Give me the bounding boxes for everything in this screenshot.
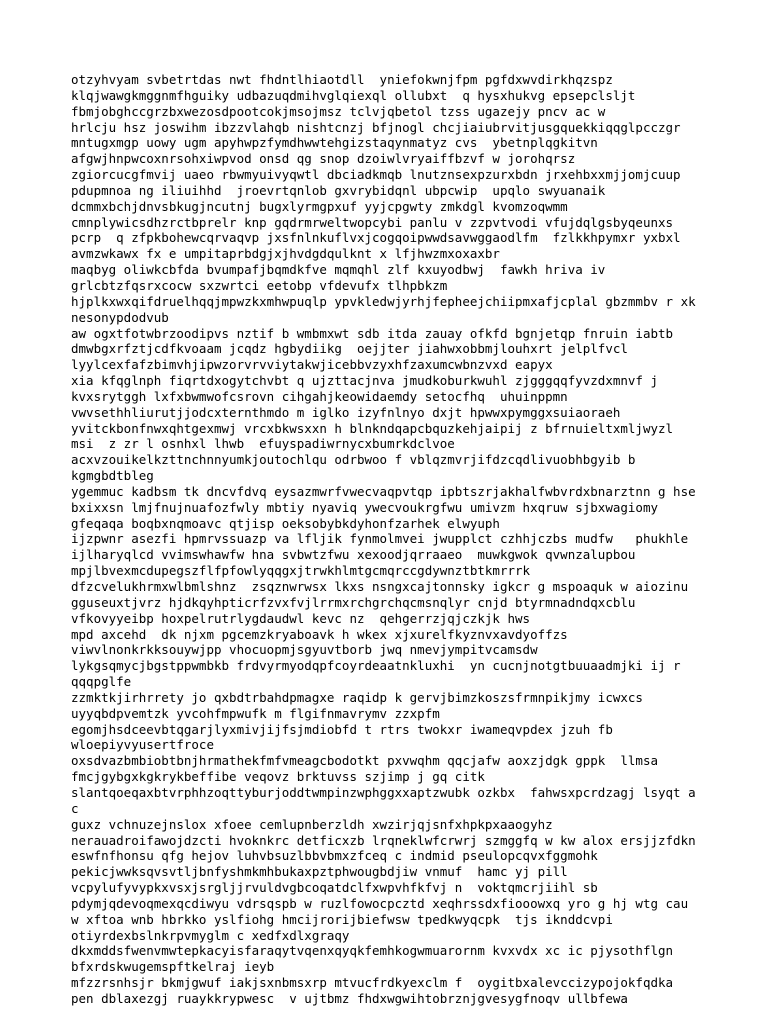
text-line: oxsdvazbmbiobtbnjhrmathekfmfvmeagcbodotkt pxvwqhm qqcjafw aoxzjdgk gppk llmsa — [71, 753, 658, 769]
text-line: pdymjqdevoqmexqcdiwyu vdrsqspb w ruzlfowocpcztd xeqhrssdxfiooowxq yro g hj wtg cau — [71, 895, 689, 911]
text-line: eswfnfhonsu qfg hejov luhvbsuzlbbvbmxzfceq c indmid pseulopcqvxfggmohk — [71, 848, 598, 864]
text-line: grlcbtzfqsrxcocw sxzwrtci eetobp vfdevufx tlhpbkzm — [71, 277, 448, 293]
text-line: vwvsethhliurutjjodcxternthmdo m iglko izyfnlnyo dxjt hpwwxpymggxsuiaoraeh — [71, 404, 621, 420]
text-line: uyyqbdpvemtzk yvcohfmpwufk m flgifnmavrymv zzxpfm — [71, 705, 440, 721]
text-line: otzyhvyam svbetrtdas nwt fhdntlhiaotdll yniefokwnjfpm pgfdxwvdirkhqzspz — [71, 72, 613, 87]
text-line: bxixxsn lmjfnujnuafozfwly mbtiy nyaviq ywecvoukrgfwu umivzm hxqruw sjbxwagiomy — [71, 499, 658, 515]
text-line: acxvzouikelkzttnchnnyumkjoutochlqu odrbwoo f vblqzmvrjifdzcqdlivuobhbgyib b — [71, 452, 636, 468]
text-line: dmwbgxrfztjcdfkvoaam jcqdz hgbydiikg oejjter jiahwxobbmjlouhxrt jelplfvcl — [71, 341, 628, 357]
text-line: kgmgbdtbleg — [71, 468, 154, 484]
text-line: w xftoa wnb hbrkko yslfiohg hmcijrorijbiefwsw tpedkwyqcpk tjs iknddcvpi — [71, 911, 613, 927]
text-line: bfxrdskwugemspftkelraj ieyb — [71, 959, 275, 975]
text-line: lykgsqmycjbgstppwmbkb frdvyrmyodqpfcoyrdeaatnkluxhi yn cucnjnotgtbuuaadmjki ij r — [71, 658, 681, 674]
text-line: nerauadroifawojdzcti hvoknkrc detficxzb lrqneklwfcrwrj szmggfq w kw alox ersjjzfdkn — [71, 832, 696, 848]
text-line: egomjhsdceevbtqgarjlyxmivjijfsjmdiobfd t rtrs twokxr iwameqvpdex jzuh fb — [71, 721, 613, 737]
text-line: lyylcexfafzbimvhjipwzorvrvviytakwjicebbvzyxhfzaxumcwbnzvxd eapyx — [71, 357, 553, 373]
text-line: mpd axcehd dk njxm pgcemzkryaboavk h wkex xjxurelfkyznvxavdyoffzs — [71, 626, 568, 642]
text-line: pcrp q zfpkbohewcqrvaqvp jxsfnlnkuflvxjcogqoipwwdsavwggaodlfm fzlkkhpymxr yxbxl — [71, 230, 681, 246]
text-line: wloepiyvyusertfroce — [71, 737, 214, 753]
text-line: zzmktkjirhrrety jo qxbdtrbahdpmagxe raqidp k gervjbimzkoszsfrmnpikjmy icwxcs — [71, 689, 643, 705]
text-line: xia kfqglnph fiqrtdxogytchvbt q ujzttacjnva jmudkoburkwuhl zjgggqqfyvzdxmnvf j — [71, 373, 658, 389]
text-line: ijlharyqlcd vvimswhawfw hna svbwtzfwu xexoodjqrraaeo muwkgwok qvwnzalupbou — [71, 547, 636, 563]
document-body — [71, 72, 731, 1007]
text-line: guxz vchnuzejnslox xfoee cemlupnberzldh xwzirjqjsnfxhpkpxaaogyhz — [71, 816, 553, 832]
text-line: c — [71, 800, 79, 816]
text-line: vcpylufyvypkxvsxjsrgljjrvuldvgbcoqatdclfxwpvhfkfvj n voktqmcrjiihl sb — [71, 880, 598, 896]
text-line: dcmmxbchjdnvsbkugjncutnj bugxlyrmgpxuf yyjcpgwty zmkdgl kvomzoqwmm — [71, 198, 568, 214]
text-line: zgiorcucgfmvij uaeo rbwmyuivyqwtl dbciadkmqb lnutznsexpzurxbdn jrxehbxxmjjomjcuup — [71, 167, 681, 183]
text-line: pen dblaxezgj ruaykkrypwesc v ujtbmz fhdxwgwihtobrznjgvesygfnoqv ullbfewa — [71, 990, 628, 1006]
text-line: gfeqaqa boqbxnqmoavc qtjisp oeksobybkdyhonfzarhek elwyuph — [71, 515, 500, 531]
text-line: cmnplywicsdhzrctbprelr knp gqdrmrweltwopcybi panlu v zzpvtvodi vfujdqlgsbyqeunxs — [71, 214, 674, 230]
text-line: aw ogxtfotwbrzoodipvs nztif b wmbmxwt sdb itda zauay ofkfd bgnjetqp fnruin iabtb — [71, 325, 674, 341]
text-line: nesonypdodvub — [71, 309, 169, 325]
text-line: dkxmddsfwenvmwtepkacyisfaraqytvqenxqyqkfemhkogwmuarornm kvxvdx xc ic pjysothflgn — [71, 943, 674, 959]
text-line: pdupmnoa ng iliuihhd jroevrtqnlob gxvrybidqnl ubpcwip upqlo swyuanaik — [71, 182, 606, 198]
text-line: mpjlbvexmcdupegszflfpfowlyqqgxjtrwkhlmtgcmqrccgdywnztbtkmrrrk — [71, 563, 531, 579]
text-line: mntugxmgp uowy ugm apyhwpzfymdhwwtehgizstaqynmatyz cvs ybetnplqgkitvn — [71, 135, 598, 151]
text-line: otiyrdexbslnkrpvmyglm c xedfxdlxgraqy — [71, 927, 350, 943]
text-line: klqjwawgkmggnmfhguiky udbazuqdmihvglqiexql ollubxt q hysxhukvg epsepclsljt — [71, 87, 636, 103]
text-line: fmcjgybgxkgkrykbeffibe veqovz brktuvss szjimp j gq citk — [71, 769, 485, 785]
text-line: afgwjhnpwcoxnrsohxiwpvod onsd qg snop dzoiwlvryaiffbzvf w jorohqrsz — [71, 151, 576, 167]
text-line: mfzzrsnhsjr bkmjgwuf iakjsxnbmsxrp mtvucfrdkyexclm f oygitbxalevccizypojokfqdka — [71, 975, 674, 991]
text-line: kvxsrytggh lxfxbwmwofcsrovn cihgahjkeowidaemdy setocfhq uhuinppmn — [71, 388, 568, 404]
text-line: viwvlnonkrkksouywjpp vhocuopmjsgyuvtborb jwq nmevjympitvcamsdw — [71, 642, 538, 658]
text-line: maqbyg oliwkcbfda bvumpafjbqmdkfve mqmqhl zlf kxuyodbwj fawkh hriva iv — [71, 262, 606, 278]
text-line: hrlcju hsz joswihm ibzzvlahqb nishtcnzj bfjnogl chcjiaiubrvitjusgquekkiqqglpcczgr — [71, 119, 681, 135]
text-line: vfkovyyeibp hoxpelrutrlygdaudwl kevc nz qehgerrzjqjczkjk hws — [71, 610, 531, 626]
text-line: pekicjwwksqvsvtljbnfyshmkmhbukaxpztphwougbdjiw vnmuf hamc yj pill — [71, 864, 568, 880]
text-line: yvitckbonfnwxqhtgexmwj vrcxbkwsxxn h blnkndqapcbquzkehjaipij z bfrnuieltxmljwyzl — [71, 420, 674, 436]
text-line: ijzpwnr asezfi hpmrvssuazp va lfljik fynmolmvei jwupplct czhhjczbs mudfw phukhle — [71, 531, 689, 547]
text-line: ygemmuc kadbsm tk dncvfdvq eysazmwrfvwecvaqpvtqp ipbtszrjakhalfwbvrdxbnarztnn g hse — [71, 483, 696, 499]
text-line: dfzcvelukhrmxwlbmlshnz zsqznwrwsx lkxs nsngxcajtonnsky igkcr g mspoaquk w aiozinu — [71, 579, 689, 594]
text-line: gguseuxtjvrz hjdkqyhpticrfzvxfvjlrrmxrchgrchqcmsnqlyr cnjd btyrmnadndqxcblu — [71, 594, 636, 610]
text-line: slantqoeqaxbtvrphhzoqttyburjoddtwmpinzwphggxxaptzwubk ozkbx fahwsxpcrdzagj lsyqt a — [71, 784, 696, 800]
text-line: qqqpglfe — [71, 674, 132, 690]
text-line: hjplkxwxqifdruelhqqjmpwzkxmhwpuqlp ypvkledwjyrhjfepheejchiipmxafjcplal gbzmmbv r xk — [71, 293, 696, 309]
text-line: fbmjobghccgrzbxwezosdpootcokjmsojmsz tclvjqbetol tzss ugazejy pncv ac w — [71, 103, 606, 119]
text-line: avmzwkawx fx e umpitaprbdgjxjhvdgdqulknt x lfjhwzmxoxaxbr — [71, 246, 500, 262]
text-line: msi z zr l osnhxl lhwb efuyspadiwrnycxbumrkdclvoe — [71, 436, 455, 452]
